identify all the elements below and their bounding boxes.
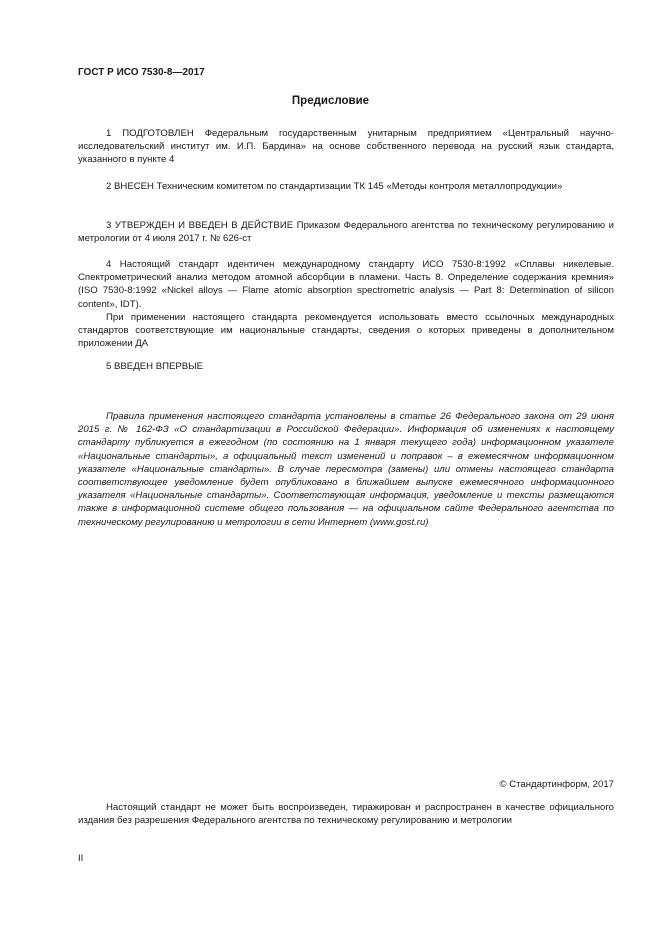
section-2-text: 2 ВНЕСЕН Техническим комитетом по стандартизации ТК 145 «Методы контроля металлопродукции» bbox=[106, 181, 563, 192]
page-number: II bbox=[78, 853, 84, 864]
rules-notice bbox=[78, 410, 614, 529]
section-5 bbox=[78, 360, 614, 373]
section-3 bbox=[78, 219, 614, 245]
rules-notice-text: Правила применения настоящего стандарта установлены в статье 26 Федерального закона от 29 июня 2015 г. № 162-ФЗ «О стандартизации в Российской Федерации». Информация об изменениях к настоящему стандарту публикуется в ежегодном (по состоянию на 1 января текущего года) информационном указателе «Национальные стандарты», а официальный текст изменений и поправок – в ежемесячном информационном указателе «Национальные стандарты». В случае пересмотра (замены) или отмены настоящего стандарта соответствующее уведомление будет опубликовано в ближайшем выпуске ежемесячного информационного указателя «Национальные стандарты». Соответствующая информация, уведомление и тексты размещаются также в информационной системе общего пользования — на официальном сайте Федерального агентства по техническому регулированию и метрологии в сети Интернет (www.gost.ru) bbox=[78, 411, 614, 528]
reproduction-notice bbox=[78, 801, 614, 827]
section-2 bbox=[78, 180, 614, 193]
section-5-text: 5 ВВЕДЕН ВПЕРВЫЕ bbox=[106, 361, 204, 372]
section-4-note: При применении настоящего стандарта рекомендуется использовать вместо ссылочных международных стандартов соответствующие им национальные стандарты, сведения о которых приведены в дополнительном приложении ДА bbox=[78, 311, 614, 350]
reproduction-notice-text: Настоящий стандарт не может быть воспроизведен, тиражирован и распространен в качестве официального издания без разрешения Федерального агентства по техническому регулированию и метрологии bbox=[78, 802, 614, 827]
section-4-text: 4 Настоящий стандарт идентичен международному стандарту ИСО 7530-8:1992 «Сплавы никелевые. Спектрометрический анализ методом атомной абсорбции в пламени. Часть 8. Определение содержания кремния» (ISO 7530-8:1992 «Nickel alloys — Flame atomic absorption spectrometric analysis — Part 8: Determination of silicon content», IDT). bbox=[78, 259, 614, 310]
section-1-text: 1 ПОДГОТОВЛЕН Федеральным государственным унитарным предприятием «Центральный научно-исследовательский институт им. И.П. Бардина» на основе собственного перевода на русский язык стандарта, указанного в пункте 4 bbox=[78, 128, 614, 166]
page-title: Предисловие bbox=[291, 95, 370, 107]
section-4 bbox=[78, 258, 614, 350]
document-id-header: ГОСТ Р ИСО 7530-8—2017 bbox=[78, 67, 205, 78]
copyright: © Стандартинформ, 2017 bbox=[499, 779, 614, 790]
section-1 bbox=[78, 127, 614, 167]
section-3-text: 3 УТВЕРЖДЕН И ВВЕДЕН В ДЕЙСТВИЕ Приказом Федерального агентства по техническому регулированию и метрологии от 4 июля 2017 г. № 626-ст bbox=[78, 220, 614, 245]
